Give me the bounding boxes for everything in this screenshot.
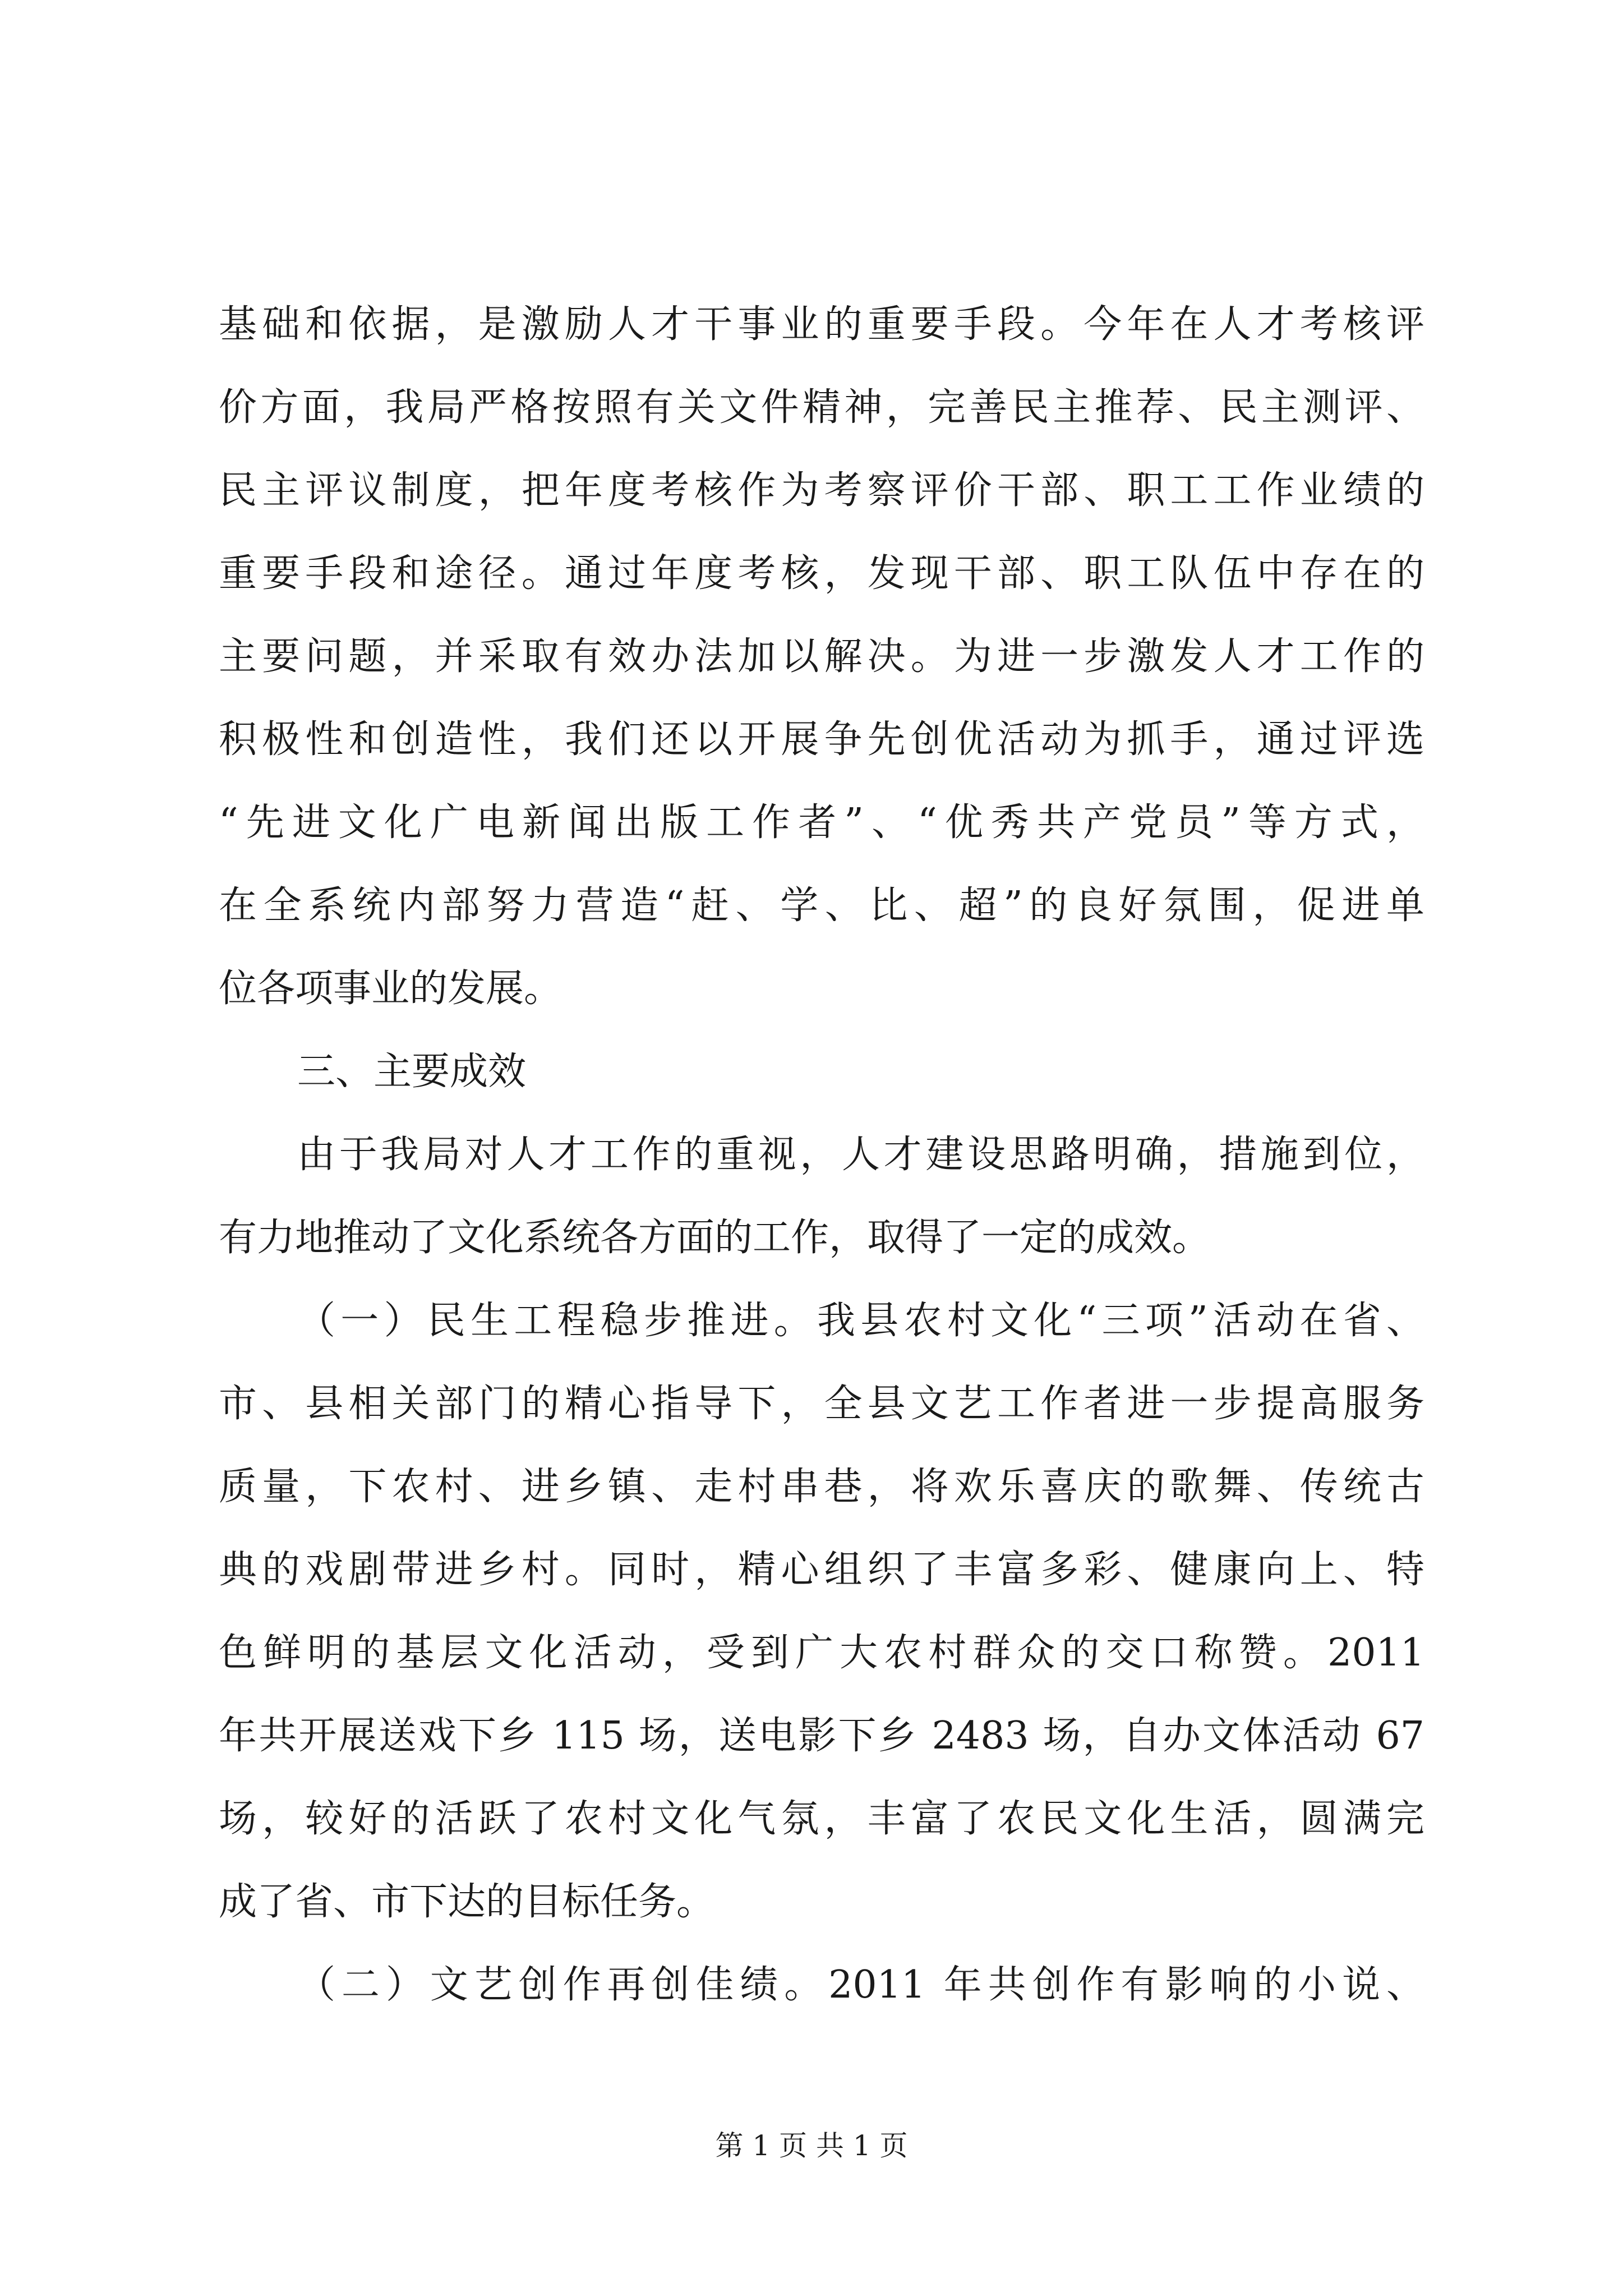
body-text-line: 主要问题，并采取有效办法加以解决。为进一步激发人才工作的 (219, 634, 1424, 679)
body-text-line: “先进文化广电新闻出版工作者”、“优秀共产党员”等方式， (219, 800, 1424, 845)
body-text-line: 场，较好的活跃了农村文化气氛，丰富了农民文化生活，圆满完 (219, 1797, 1424, 1841)
body-text-line: 有力地推动了文化系统各方面的工作，取得了一定的成效。 (219, 1216, 1211, 1260)
body-text-line: 民主评议制度，把年度考核作为考察评价干部、职工工作业绩的 (219, 468, 1424, 513)
subsection-heading-line: （二）文艺创作再创佳绩。2011 年共创作有影响的小说、 (297, 1963, 1424, 2007)
body-text-line: 重要手段和途径。通过年度考核，发现干部、职工队伍中存在的 (219, 551, 1424, 596)
body-text-line: 基础和依据，是激励人才干事业的重要手段。今年在人才考核评 (219, 302, 1424, 347)
body-text-line: 在全系统内部努力营造“赶、学、比、超”的良好氛围，促进单 (219, 884, 1424, 928)
paragraph-first-line: 由于我局对人才工作的重视，人才建设思路明确，措施到位， (297, 1133, 1424, 1177)
body-text-line: 积极性和创造性，我们还以开展争先创优活动为抓手，通过评选 (219, 717, 1424, 762)
body-text-line: 年共开展送戏下乡 115 场，送电影下乡 2483 场，自办文体活动 67 (219, 1714, 1424, 1758)
subsection-heading-line: （一）民生工程稳步推进。我县农村文化“三项”活动在省、 (297, 1299, 1424, 1343)
body-text-line: 色鲜明的基层文化活动，受到广大农村群众的交口称赞。2011 (219, 1631, 1424, 1675)
body-text-line: 典的戏剧带进乡村。同时，精心组织了丰富多彩、健康向上、特 (219, 1548, 1424, 1592)
body-text-line: 市、县相关部门的精心指导下，全县文艺工作者进一步提高服务 (219, 1382, 1424, 1426)
body-text-line: 价方面，我局严格按照有关文件精神，完善民主推荐、民主测评、 (219, 385, 1424, 430)
page-number-footer: 第 1 页 共 1 页 (715, 2129, 908, 2162)
section-heading: 三、主要成效 (297, 1050, 527, 1094)
body-text-line: 质量，下农村、进乡镇、走村串巷，将欢乐喜庆的歌舞、传统古 (219, 1465, 1424, 1509)
body-text-line: 成了省、市下达的目标任务。 (219, 1880, 715, 1924)
body-text-line: 位各项事业的发展。 (219, 967, 562, 1011)
